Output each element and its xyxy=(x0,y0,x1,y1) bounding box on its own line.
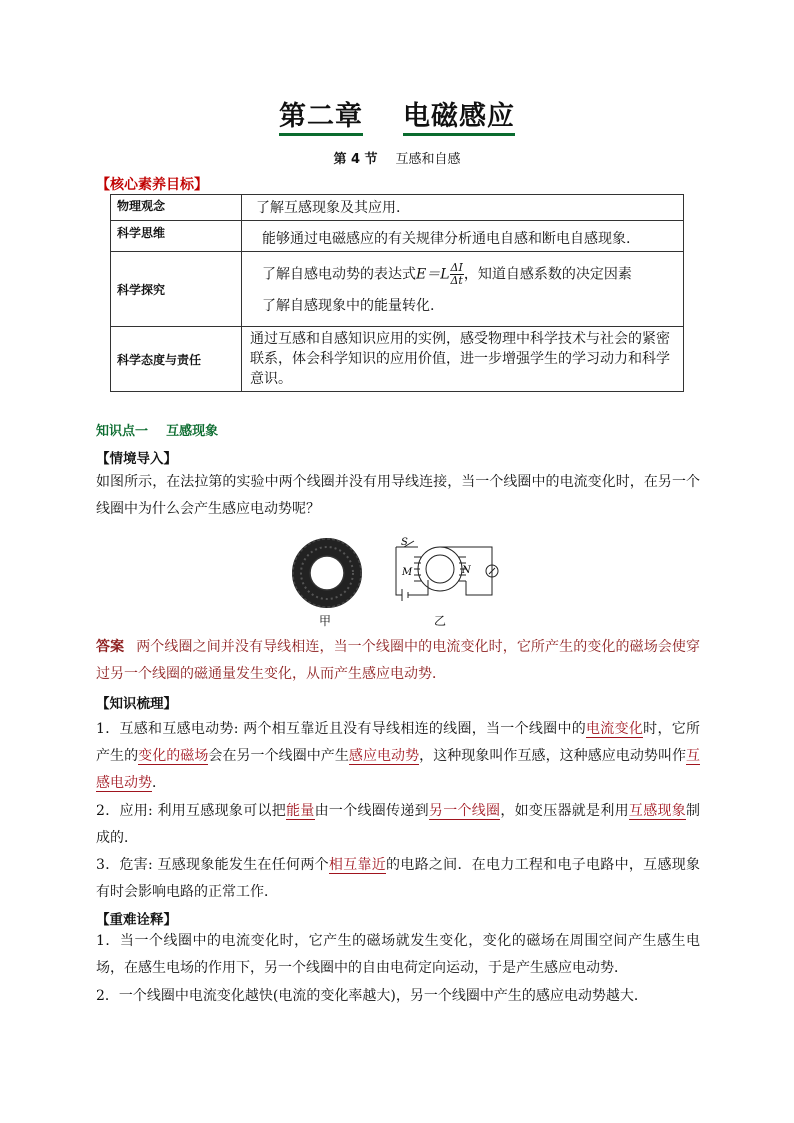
chapter-title xyxy=(0,94,794,133)
answer-text: 两个线圈之间并没有导线相连，当一个线圈中的电流变化时，它所产生的变化的磁场会使穿过另一个线圈的磁通量发生变化，从而产生感应电动势． xyxy=(96,639,701,682)
goal-text: 了解互感现象及其应用. xyxy=(242,195,684,221)
chapter-number: 第二章 xyxy=(279,101,363,136)
knowledge-point-title: 知识点一 互感现象 xyxy=(96,424,219,439)
sort-heading: 【知识梳理】 xyxy=(96,696,177,712)
figure-coil-ring xyxy=(292,537,362,609)
goal-text: 通过互感和自感知识应用的实例，感受物理中科学技术与社会的紧密联系，体会科学知识的应用价值，进一步增强学生的学习动力和科学意识。 xyxy=(242,327,684,392)
intro-heading: 【情境导入】 xyxy=(96,451,177,467)
table-row xyxy=(111,221,684,252)
section-number: 第 4 节 xyxy=(333,152,378,167)
goal-key: 科学态度与责任 xyxy=(111,327,242,392)
figure-circuit xyxy=(388,535,500,615)
label-m: M xyxy=(402,567,413,578)
point-2: 2．应用: 利用互感现象可以把能量由一个线圈传递到另一个线圈，如变压器就是利用互感现象制成的． xyxy=(96,803,701,846)
key-point-2: 2．一个线圈中电流变化越快(电流的变化率越大)，另一个线圈中产生的感应电动势越大． xyxy=(96,988,648,1004)
figure-caption-left: 甲 xyxy=(319,614,332,628)
blank-answer: 电流变化 xyxy=(586,721,644,737)
goal-line: 了解自感现象中的能量转化. xyxy=(262,297,435,314)
answer xyxy=(96,634,700,688)
answer-label: 答案 xyxy=(96,639,125,655)
goal-text xyxy=(242,252,684,327)
goal-text: 能够通过电磁感应的有关规律分析通电自感和断电自感现象. xyxy=(242,221,684,252)
key-heading: 【重难诠释】 xyxy=(96,912,177,928)
chapter-name: 电磁感应 xyxy=(403,101,515,136)
blank-answer: 变化的磁场 xyxy=(138,748,209,764)
blank-answer: 互感电动势 xyxy=(96,748,701,791)
section-name: 互感和自感 xyxy=(395,152,461,167)
label-s: S xyxy=(401,537,408,548)
coil-ring-icon xyxy=(292,537,362,609)
blank-answer: 另一个线圈 xyxy=(428,803,501,819)
table-row xyxy=(111,195,684,221)
blank-answer: 感应电动势 xyxy=(348,748,420,764)
goal-key: 科学思维 xyxy=(111,221,242,252)
table-row xyxy=(111,327,684,392)
goals-heading: 【核心素养目标】 xyxy=(96,177,208,193)
point-3: 3．危害: 互感现象能发生在任何两个相互靠近的电路之间．在电力工程和电子电路中，互感现象有时会影响电路的正常工作． xyxy=(96,857,701,900)
goal-key: 科学探究 xyxy=(111,252,242,327)
formula-lhs: E＝L xyxy=(416,266,450,282)
label-n: N xyxy=(462,565,471,576)
goal-key: 物理观念 xyxy=(111,195,242,221)
point-1: 1．互感和互感电动势: 两个相互靠近且没有导线相连的线圈，当一个线圈中的电流变化时，它所产生的变化的磁场会在另一个线圈中产生感应电动势，这种现象叫作互感，这种感应电动势叫作互感电动势． xyxy=(96,721,701,791)
blank-answer: 互感现象 xyxy=(628,803,687,819)
transformer-circuit-icon xyxy=(388,535,500,615)
section-title xyxy=(0,148,794,167)
goals-table xyxy=(110,194,684,392)
blank-answer: 能量 xyxy=(286,803,315,819)
formula-fraction: $\frac{\Delta I}{\Delta t}$ xyxy=(450,260,463,287)
goal-line: 了解自感电动势的表达式E＝L $\frac{\Delta I}{\Delta t}$ ，知道自感系数的决定因素 xyxy=(262,260,632,287)
figure-caption-right: 乙 xyxy=(434,614,447,628)
intro-text: 如图所示，在法拉第的实验中两个线圈并没有用导线连接，当一个线圈中的电流变化时，在另一个线圈中为什么会产生感应电动势呢？ xyxy=(96,474,700,517)
table-row xyxy=(111,252,684,327)
key-point-1: 1．当一个线圈中的电流变化时，它产生的磁场就发生变化，变化的磁场在周围空间产生感生电场，在感生电场的作用下，另一个线圈中的自由电荷定向运动，于是产生感应电动势． xyxy=(96,933,700,976)
blank-answer: 相互靠近 xyxy=(328,857,387,873)
